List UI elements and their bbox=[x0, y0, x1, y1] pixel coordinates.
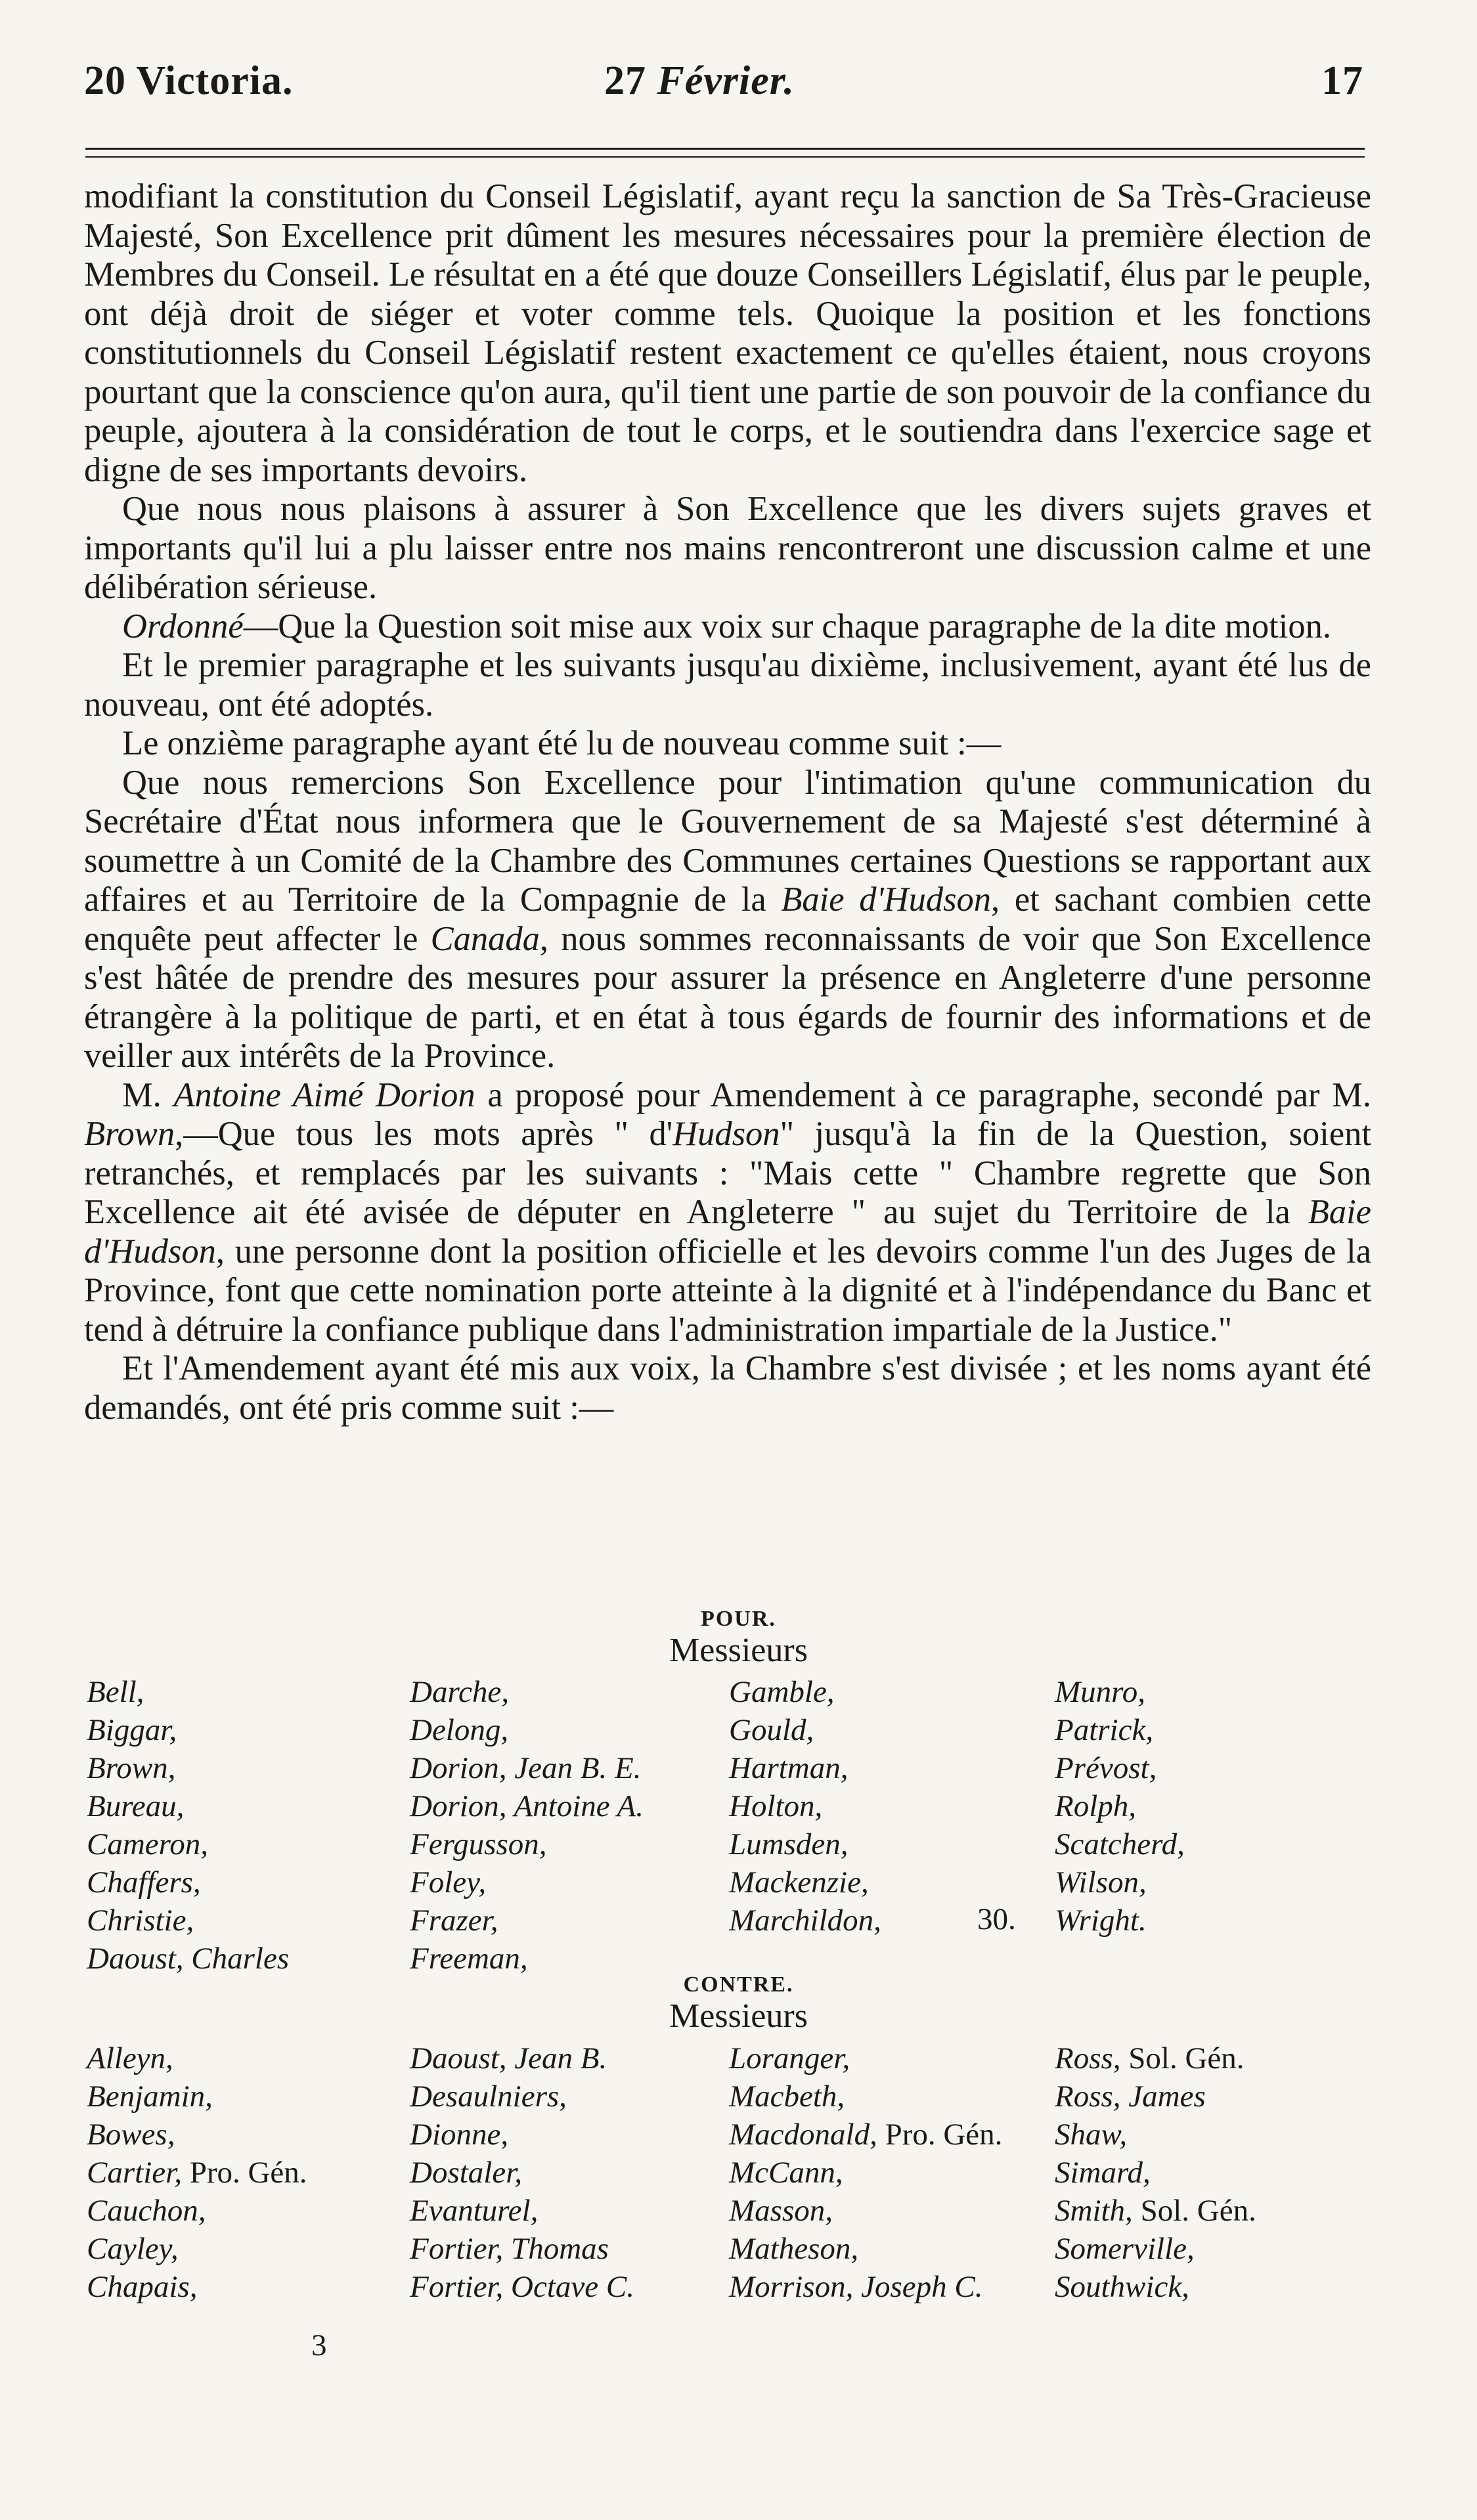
pour-name: Gould, bbox=[729, 1713, 814, 1747]
contre-name: Fortier, Thomas bbox=[410, 2232, 609, 2266]
contre-name: Benjamin, bbox=[87, 2079, 213, 2114]
pour-name: Wright. bbox=[1055, 1903, 1147, 1938]
pour-name: Frazer, bbox=[410, 1903, 498, 1938]
paragraph-quoted bbox=[84, 764, 1371, 1076]
contre-name: Desaulniers, bbox=[410, 2079, 567, 2114]
pour-name: Lumsden, bbox=[729, 1827, 849, 1861]
contre-name: Dostaler, bbox=[410, 2156, 523, 2190]
contre-messieurs: Messieurs bbox=[669, 1997, 808, 2035]
pour-name: Chaffers, bbox=[87, 1865, 201, 1900]
amend-mover: Antoine Aimé Dorion bbox=[173, 1075, 475, 1114]
pour-name: Marchildon, bbox=[729, 1903, 881, 1938]
pour-name: Christie, bbox=[87, 1903, 194, 1938]
pour-name: Rolph, bbox=[1055, 1789, 1137, 1823]
pour-name: Munro, bbox=[1055, 1675, 1145, 1709]
contre-name: Somerville, bbox=[1055, 2232, 1195, 2266]
contre-name: Southwick, bbox=[1055, 2270, 1189, 2304]
quote-part-1: Que nous remercions Son Excellence pour l'intimation qu'une communication du Secrétaire d'État nous informera que le Gouvernement de sa Majesté s'est déterminé à soumettre à un Comité de la Chambre des Communes certaines Questions se rapportant aux affaires et au Territoire de la Compagnie de la bbox=[84, 763, 1371, 919]
amend-part-3: ,—Que tous les mots après " d' bbox=[175, 1115, 673, 1153]
contre-name: Ross, Sol. Gén. bbox=[1055, 2041, 1245, 2075]
page-number: 17 bbox=[1321, 58, 1363, 103]
date-day: 27 bbox=[604, 58, 646, 103]
ordonne-label: Ordonné bbox=[122, 607, 244, 645]
amend-seconder: Brown bbox=[84, 1115, 175, 1153]
running-head-left: 20 Victoria. bbox=[84, 58, 294, 103]
amend-part-4: " jusqu'à la fin de la Question, soient retranchés, et remplacés par les suivants : "Mais cette " Chambre regrette que Son Excellence ait été avisée de députer en Angleterre " au sujet du Territoire de la bbox=[84, 1115, 1371, 1231]
quote-baie: Baie d'Hudson bbox=[781, 880, 992, 919]
paragraph-discussion: Que nous nous plaisons à assurer à Son Excellence que les divers sujets graves et importants qu'il lui a plu laisser entre nos mains rencontreront une discussion calme et une délibération sérieuse. bbox=[84, 490, 1371, 606]
contre-name: Cartier, Pro. Gén. bbox=[87, 2156, 307, 2190]
amend-part-5: , une personne dont la position officielle et les devoirs comme l'un des Juges de la Province, font que cette nomination porte atteinte à la dignité et à l'indépendance du Banc et tend à détruire la confiance publique dans l'administration impartiale de la Justice." bbox=[84, 1232, 1371, 1349]
body-text bbox=[84, 177, 1371, 1427]
running-head-date bbox=[604, 58, 795, 104]
contre-column-1 bbox=[87, 2039, 307, 2306]
pour-name: Daoust, Charles bbox=[87, 1942, 290, 1976]
pour-name: Bureau, bbox=[87, 1789, 185, 1823]
pour-name: Scatcherd, bbox=[1055, 1827, 1185, 1861]
pour-column-1 bbox=[87, 1673, 289, 1978]
pour-name: Bell, bbox=[87, 1675, 144, 1709]
contre-name: Morrison, Joseph C. bbox=[729, 2270, 983, 2304]
pour-messieurs: Messieurs bbox=[669, 1632, 808, 1669]
pour-name: Biggar, bbox=[87, 1713, 177, 1747]
pour-name: Gamble, bbox=[729, 1675, 835, 1709]
pour-name: Freeman, bbox=[410, 1942, 528, 1976]
header-rule-bottom bbox=[85, 156, 1365, 158]
pour-name: Foley, bbox=[410, 1865, 487, 1900]
amend-baie: Baie d'Hudson bbox=[84, 1193, 1371, 1271]
pour-heading: POUR. bbox=[701, 1607, 776, 1631]
pour-column-2 bbox=[410, 1673, 644, 1978]
pour-name: Mackenzie, bbox=[729, 1865, 869, 1900]
pour-name: Patrick, bbox=[1055, 1713, 1154, 1747]
contre-name: Simard, bbox=[1055, 2156, 1151, 2190]
pour-name: Dorion, Antoine A. bbox=[410, 1789, 644, 1823]
contre-name: Fortier, Octave C. bbox=[410, 2270, 634, 2304]
pour-name: Wilson, bbox=[1055, 1865, 1147, 1900]
paragraph-ordonne bbox=[84, 607, 1371, 647]
contre-column-4 bbox=[1055, 2039, 1256, 2306]
pour-count: 30. bbox=[977, 1902, 1016, 1936]
quote-part-3: , nous sommes reconnaissants de voir que Son Excellence s'est hâtée de prendre des mesures pour assurer la présence en Angleterre d'une personne étrangère à la politique de parti, et en état à tous égards de fournir des informations et de veiller aux intérêts de la Province. bbox=[84, 919, 1371, 1075]
contre-name: Ross, James bbox=[1055, 2079, 1206, 2114]
contre-heading: CONTRE. bbox=[683, 1972, 794, 1997]
pour-name: Darche, bbox=[410, 1675, 509, 1709]
amend-part-2: a proposé pour Amendement à ce paragraphe, secondé par M. bbox=[475, 1075, 1371, 1114]
contre-name: Cauchon, bbox=[87, 2194, 206, 2228]
pour-name: Delong, bbox=[410, 1713, 509, 1747]
contre-name: Bowes, bbox=[87, 2118, 175, 2152]
pour-name: Brown, bbox=[87, 1751, 176, 1785]
contre-name: Shaw, bbox=[1055, 2118, 1128, 2152]
header-rule-top bbox=[85, 148, 1365, 150]
quote-part-2: , et sachant combien cette enquête peut affecter le bbox=[84, 880, 1371, 958]
paragraph-continuation: modifiant la constitution du Conseil Législatif, ayant reçu la sanction de Sa Très-Gracieuse Majesté, Son Excellence prit dûment les mesures nécessaires pour la première élection de Membres du Conseil. Le résultat en a été que douze Conseillers Législatif, élus par le peuple, ont déjà droit de siéger et voter comme tels. Quoique la position et les fonctions constitutionnels du Conseil Législatif restent exactement ce qu'elles étaient, nous croyons pourtant que la conscience qu'on aura, qu'il tient une partie de son pouvoir de la confiance du peuple, ajoutera à la considération de tout le corps, et le soutiendra dans l'exercice sage et digne de ses importants devoirs. bbox=[84, 177, 1371, 489]
paragraph-division: Et l'Amendement ayant été mis aux voix, la Chambre s'est divisée ; et les noms ayant été demandés, ont été pris comme suit :— bbox=[84, 1349, 1371, 1427]
contre-name: Masson, bbox=[729, 2194, 833, 2228]
contre-name: Cayley, bbox=[87, 2232, 179, 2266]
contre-name: Alleyn, bbox=[87, 2041, 173, 2075]
contre-column-2 bbox=[410, 2039, 634, 2306]
ordonne-text: —Que la Question soit mise aux voix sur chaque paragraphe de la dite motion. bbox=[243, 607, 1331, 645]
contre-name: Chapais, bbox=[87, 2270, 198, 2304]
contre-column-3 bbox=[729, 2039, 1002, 2306]
contre-name: McCann, bbox=[729, 2156, 843, 2190]
date-month: Février. bbox=[657, 58, 795, 103]
contre-name: Daoust, Jean B. bbox=[410, 2041, 607, 2075]
pour-name: Dorion, Jean B. E. bbox=[410, 1751, 642, 1785]
contre-name: Smith, Sol. Gén. bbox=[1055, 2194, 1256, 2228]
pour-name: Holton, bbox=[729, 1789, 823, 1823]
pour-column-3 bbox=[729, 1673, 881, 1940]
paragraph-eleventh: Le onzième paragraphe ayant été lu de nouveau comme suit :— bbox=[122, 724, 1002, 762]
signature-mark: 3 bbox=[311, 2328, 327, 2362]
amend-hudson: Hudson bbox=[672, 1115, 780, 1153]
pour-name: Cameron, bbox=[87, 1827, 208, 1861]
pour-column-4 bbox=[1055, 1673, 1185, 1940]
pour-name: Hartman, bbox=[729, 1751, 849, 1785]
quote-canada: Canada bbox=[430, 919, 540, 958]
pour-name: Prévost, bbox=[1055, 1751, 1157, 1785]
amend-part-1: M. bbox=[122, 1075, 174, 1114]
pour-name: Fergusson, bbox=[410, 1827, 547, 1861]
contre-name: Loranger, bbox=[729, 2041, 850, 2075]
contre-name: Evanturel, bbox=[410, 2194, 539, 2228]
contre-name: Macdonald, Pro. Gén. bbox=[729, 2118, 1003, 2152]
contre-name: Macbeth, bbox=[729, 2079, 845, 2114]
paragraph-adopted: Et le premier paragraphe et les suivants jusqu'au dixième, inclusivement, ayant été lus de nouveau, ont été adoptés. bbox=[84, 646, 1371, 724]
paragraph-amendment bbox=[84, 1076, 1371, 1350]
contre-name: Dionne, bbox=[410, 2118, 509, 2152]
contre-name: Matheson, bbox=[729, 2232, 859, 2266]
